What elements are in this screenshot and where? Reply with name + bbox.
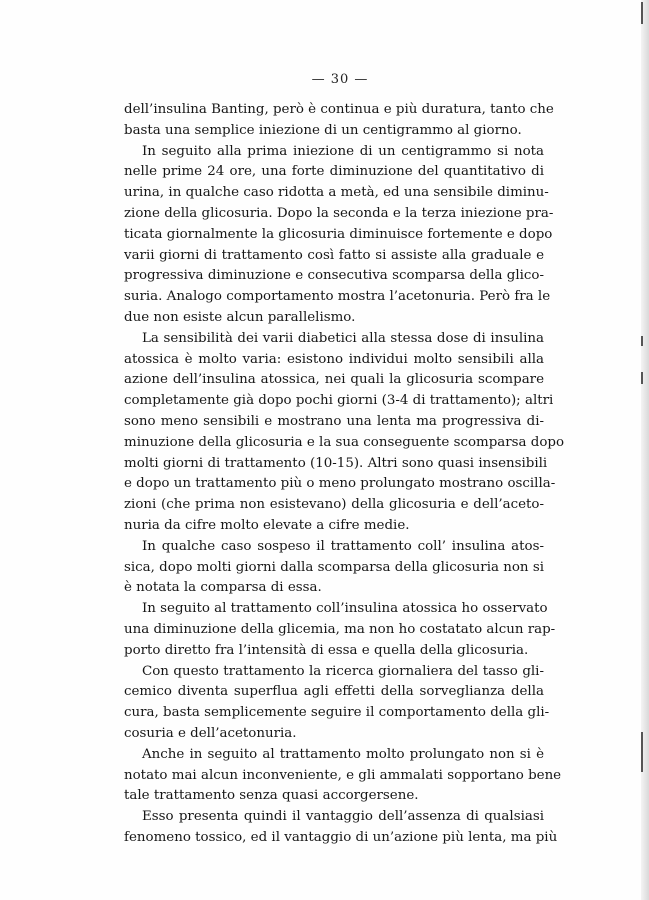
text-line: è notata la comparsa di essa. (124, 580, 322, 596)
text-line: atossica è molto varia: esistono individui molto sensibili alla (124, 351, 544, 367)
text-line: e dopo un trattamento più o meno prolungato mostrano oscilla- (124, 476, 556, 492)
text-line: fenomeno tossico, ed il vantaggio di un’azione più lenta, ma più (124, 829, 558, 845)
text-line: urina, in qualche caso ridotta a metà, ed una sensibile diminu- (124, 185, 549, 201)
text-line: dell’insulina Banting, però è continua e più duratura, tanto che (124, 102, 554, 117)
text-line: In qualche caso sospeso il trattamento coll’ insulina atos- (142, 538, 544, 554)
text-line: basta una semplice iniezione di un centigrammo al giorno. (124, 122, 522, 138)
text-line: In seguito al trattamento coll’insulina atossica ho osservato (142, 601, 548, 617)
text-line: nelle prime 24 ore, una forte diminuzione del quantitativo di (124, 164, 544, 180)
text-line: sica, dopo molti giorni dalla scomparsa della glicosuria non si (124, 559, 544, 575)
text-line: porto diretto fra l’intensità di essa e quella della glicosuria. (124, 642, 529, 658)
text-line: nuria da cifre molto elevate a cifre medie. (124, 517, 410, 533)
text-line: due non esiste alcun parallelismo. (124, 309, 356, 325)
text-line: progressiva diminuzione e consecutiva scomparsa della glico- (124, 268, 544, 284)
text-line: una diminuzione della glicemia, ma non ho costatato alcun rap- (124, 621, 556, 637)
text-line: completamente già dopo pochi giorni (3-4 di trattamento); altri (124, 393, 554, 409)
edge-mark (641, 336, 643, 346)
text-line: ticata giornalmente la glicosuria diminuisce fortemente e dopo (124, 226, 553, 242)
text-line: Esso presenta quindi il vantaggio dell’assenza di qualsiasi (142, 809, 544, 825)
text-line: cemico diventa superflua agli effetti della sorveglianza della (124, 684, 544, 700)
text-line: cura, basta semplicemente seguire il comportamento della gli- (124, 705, 550, 721)
edge-mark (641, 372, 643, 384)
text-line: suria. Analogo comportamento mostra l’acetonuria. Però fra le (124, 289, 551, 305)
body-text (124, 100, 565, 849)
text-line: sono meno sensibili e mostrano una lenta ma progressiva di- (124, 413, 544, 429)
text-line: tale trattamento senza quasi accorgersene. (124, 788, 419, 804)
text-line: Anche in seguito al trattamento molto prolungato non si è (142, 746, 544, 762)
text-line: zione della glicosuria. Dopo la seconda e la terza iniezione pra- (124, 205, 554, 221)
edge-mark (641, 732, 643, 772)
text-line: varii giorni di trattamento così fatto si assiste alla graduale e (124, 247, 544, 263)
page-number: — 30 — (311, 72, 369, 87)
text-line: azione dell’insulina atossica, nei quali la glicosuria scompare (124, 372, 544, 388)
text-line: minuzione della glicosuria e la sua conseguente scomparsa dopo (124, 434, 565, 450)
text-line: zioni (che prima non esistevano) della glicosuria e dell’aceto- (124, 497, 544, 513)
text-line: cosuria e dell’acetonuria. (124, 725, 297, 741)
text-line: La sensibilità dei varii diabetici alla stessa dose di insulina (142, 330, 544, 346)
text-line: In seguito alla prima iniezione di un centigrammo si nota (142, 143, 544, 159)
edge-mark (641, 2, 643, 24)
text-line: molti giorni di trattamento (10-15). Altri sono quasi insensibili (124, 455, 548, 471)
text-line: notato mai alcun inconveniente, e gli ammalati sopportano bene (124, 767, 562, 783)
text-line: Con questo trattamento la ricerca giornaliera del tasso gli- (142, 663, 544, 679)
